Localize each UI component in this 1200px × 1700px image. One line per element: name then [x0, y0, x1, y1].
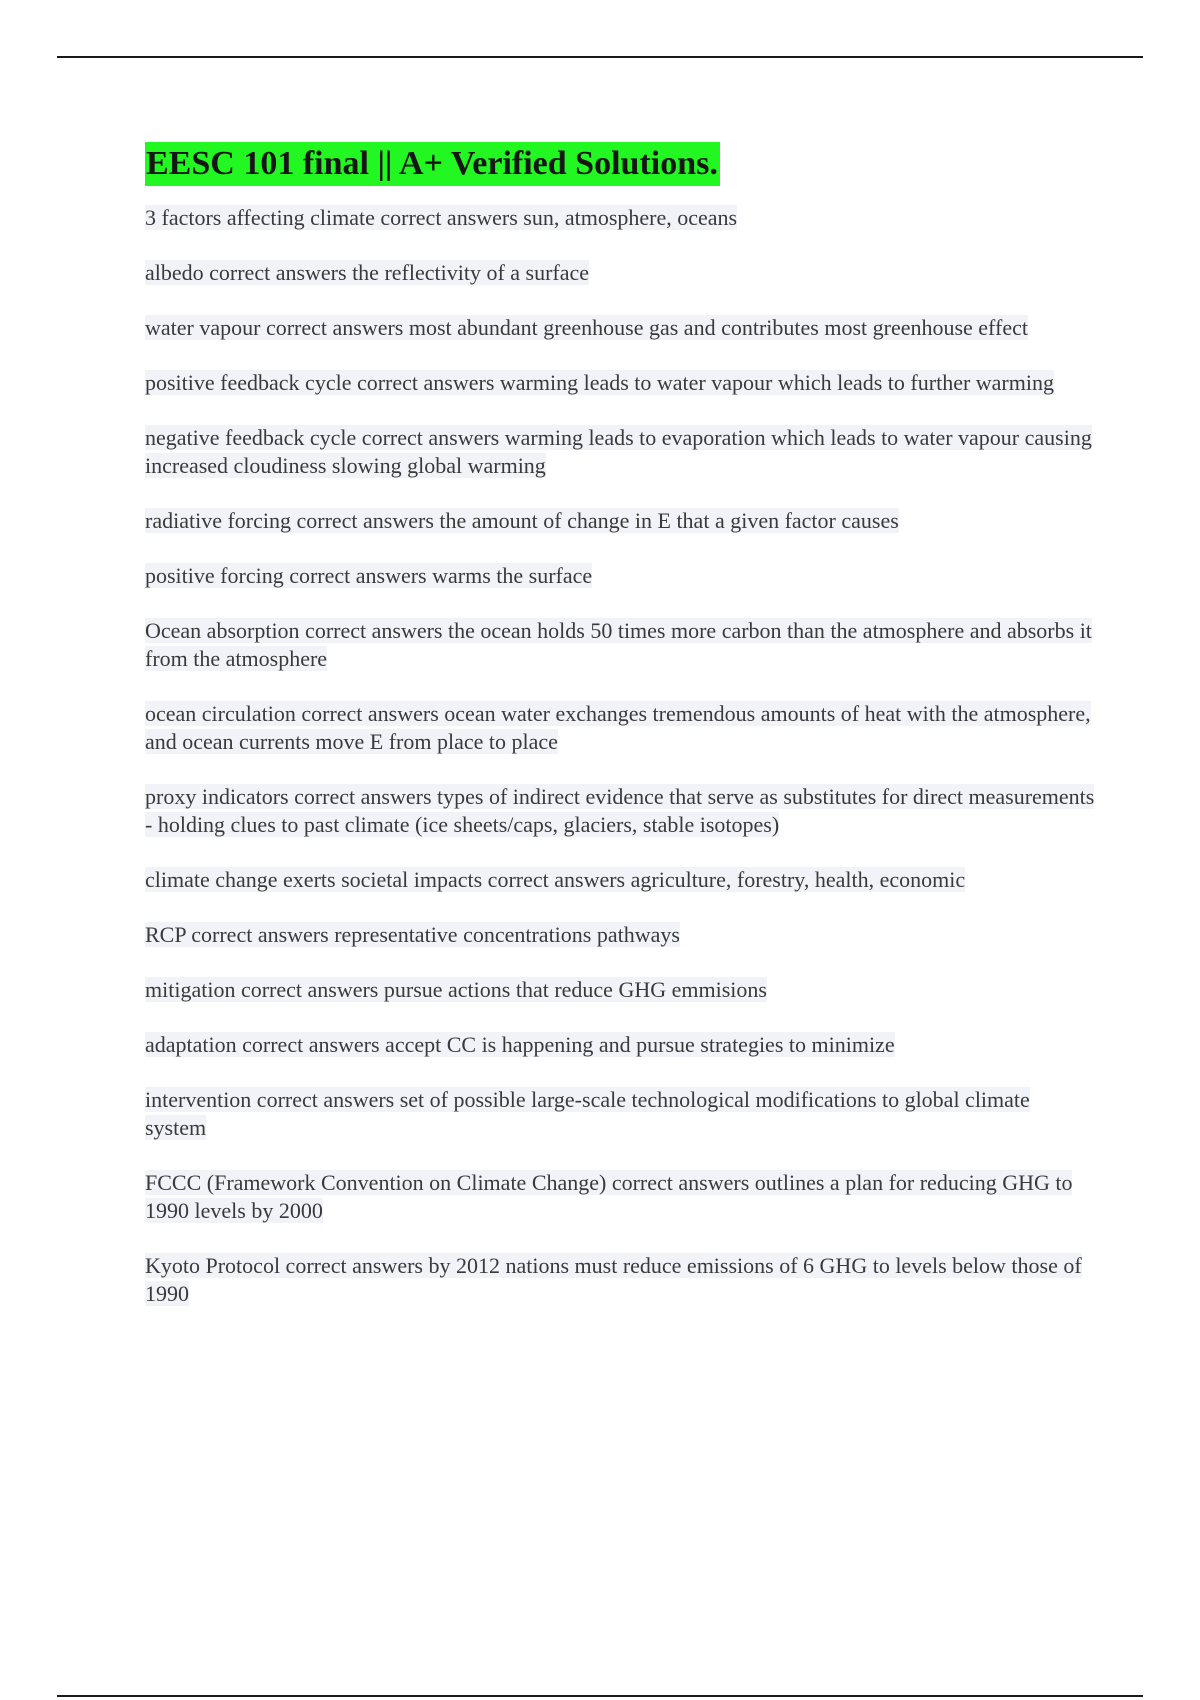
- qa-list: [145, 204, 1095, 1308]
- qa-entry: [145, 1086, 1095, 1142]
- qa-entry: [145, 1031, 1095, 1059]
- qa-entry-text: albedo correct answers the reflectivity of a surface: [145, 260, 590, 285]
- qa-entry-text: positive forcing correct answers warms the surface: [145, 563, 593, 588]
- qa-entry: [145, 617, 1095, 673]
- qa-entry-text: proxy indicators correct answers types of indirect evidence that serve as substitutes for direct measurements - holding clues to past climate (ice sheets/caps, glaciers, stable isotopes): [145, 784, 1095, 837]
- qa-entry-text: radiative forcing correct answers the amount of change in E that a given factor causes: [145, 508, 899, 533]
- qa-entry: [145, 1169, 1095, 1225]
- qa-entry-text: water vapour correct answers most abundant greenhouse gas and contributes most greenhouse effect: [145, 315, 1028, 340]
- qa-entry-text: adaptation correct answers accept CC is happening and pursue strategies to minimize: [145, 1032, 895, 1057]
- qa-entry: [145, 976, 1095, 1004]
- qa-entry: [145, 204, 1095, 232]
- qa-entry-text: positive feedback cycle correct answers warming leads to water vapour which leads to further warming: [145, 370, 1054, 395]
- qa-entry-text: FCCC (Framework Convention on Climate Change) correct answers outlines a plan for reducing GHG to 1990 levels by 2000: [145, 1170, 1073, 1223]
- top-rule: [57, 56, 1143, 58]
- qa-entry-text: Ocean absorption correct answers the ocean holds 50 times more carbon than the atmosphere and absorbs it from the atmosphere: [145, 618, 1092, 671]
- document-title: EESC 101 final || A+ Verified Solutions.: [145, 142, 720, 186]
- qa-entry: [145, 1252, 1095, 1308]
- qa-entry: [145, 507, 1095, 535]
- qa-entry-text: ocean circulation correct answers ocean water exchanges tremendous amounts of heat with the atmosphere, and ocean currents move E from place to place: [145, 701, 1091, 754]
- qa-entry: [145, 314, 1095, 342]
- qa-entry: [145, 783, 1095, 839]
- bottom-rule: [57, 1695, 1143, 1697]
- qa-entry-text: climate change exerts societal impacts correct answers agriculture, forestry, health, economic: [145, 867, 966, 892]
- qa-entry-text: mitigation correct answers pursue actions that reduce GHG emmisions: [145, 977, 767, 1002]
- qa-entry-text: Kyoto Protocol correct answers by 2012 nations must reduce emissions of 6 GHG to levels below those of 1990: [145, 1253, 1082, 1306]
- qa-entry: [145, 700, 1095, 756]
- qa-entry-text: RCP correct answers representative concentrations pathways: [145, 922, 680, 947]
- qa-entry: [145, 259, 1095, 287]
- qa-entry: [145, 866, 1095, 894]
- qa-entry-text: negative feedback cycle correct answers warming leads to evaporation which leads to water vapour causing increased cloudiness slowing global warming: [145, 425, 1092, 478]
- document-body: [145, 142, 1095, 1335]
- qa-entry: [145, 369, 1095, 397]
- qa-entry-text: intervention correct answers set of possible large-scale technological modifications to global climate system: [145, 1087, 1030, 1140]
- qa-entry: [145, 921, 1095, 949]
- qa-entry: [145, 424, 1095, 480]
- qa-entry-text: 3 factors affecting climate correct answers sun, atmosphere, oceans: [145, 205, 738, 230]
- qa-entry: [145, 562, 1095, 590]
